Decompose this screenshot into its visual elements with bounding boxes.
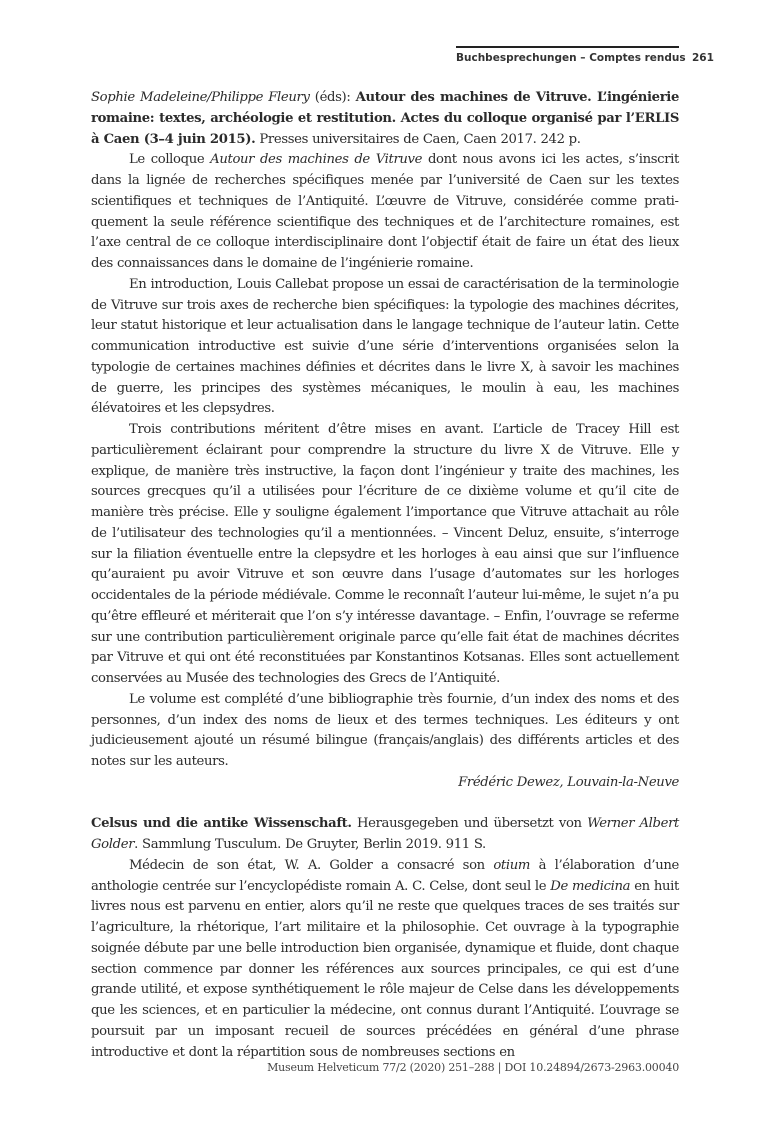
text: à l’élaboration d’une anthologie centrée sur l’encyclopédiste romain A. C. Celse, dont seul le: [91, 857, 679, 894]
journal-footer: Museum Helveticum 77/2 (2020) 251–288 | DOI 10.24894/2673-2963.00040: [267, 1061, 679, 1074]
italic-title: De medicina: [550, 878, 631, 894]
text: Le colloque: [129, 152, 211, 168]
italic-title: Autour des machines de Vitruve: [210, 152, 423, 168]
review-1-paragraph-4: Le volume est complété d’une bibliographie très fournie, d’un index des noms et des personnes, d’un index des noms de lieux et des termes techniques. Les éditeurs y ont judicieusement ajouté un résumé bilingue (français/anglais) des différents articles et des notes sur les auteurs.: [91, 691, 679, 769]
section-title: Buchbesprechungen – Comptes rendus: [456, 52, 686, 64]
italic-term: otium: [493, 857, 531, 873]
text: Médecin de son état, W. A. Golder a consacré son: [129, 857, 494, 873]
eds-label: (éds):: [309, 90, 356, 105]
review-2-paragraph-1: [91, 856, 679, 1064]
editor: Werner Albert Golder: [91, 816, 679, 852]
editors: Sophie Madeleine/Philippe Fleury: [91, 90, 310, 105]
book-title: Celsus und die antike Wissenschaft.: [91, 816, 352, 832]
publisher: Presses universitaires de Caen, Caen 2017. 242 p.: [255, 131, 581, 147]
review-1-paragraph-1: [91, 150, 679, 275]
running-header-rule-wrap: [456, 46, 679, 48]
page-number: 261: [692, 52, 714, 64]
text: en huit livres nous est parvenu en entier, alors qu’il ne reste que quelques traces de ses traités sur l’agriculture, la rhétorique, l’art militaire et la philosophie. Cet ouvrage à la typographie soignée débute par une belle introduction bien organisée, dynamique et fluide, dont chaque section commence par donner les références aux sources principales, ce qui est d’une grande utilité, et expose synthétiquement le rôle majeur de Celse dans les développements que les sciences, et en particulier la médecine, ont connus durant l’Antiquité. L’ouvrage se poursuit par un imposant recueil de sources précédées en général d’une phrase introductive et dont la répartition sous de nombreuses sections en: [91, 878, 679, 1060]
section-gap: [91, 794, 679, 815]
text: Herausgegeben und übersetzt von: [351, 816, 588, 832]
reviewer-signature: Frédéric Dewez, Louvain-la-Neuve: [458, 774, 679, 790]
book-title: Autour des machines de Vitruve. L’ingénierie romaine: textes, archéologie et restitution. Actes du colloque organisé par l’ERLIS à Caen (3–4 juin 2015).: [91, 90, 680, 147]
text: dont nous avons ici les actes, s’inscrit dans la lignée de recherches spécifiques menée par l’université de Caen sur les textes scientifiques et techniques de l’Antiquité. L’œuvre de Vitruve, considérée comme pratiquement la seule référence scientifique des techniques et de l’architecture romaines, est l’axe central de ce colloque interdisciplinaire dont l’objectif était de faire un état des lieux des connaissances dans le domaine de l’ingénierie romaine.: [91, 152, 679, 271]
header-rule: [456, 46, 679, 48]
review-1-paragraph-3: Trois contributions méritent d’être mises en avant. L’article de Tracey Hill est particulièrement éclairant pour comprendre la structure du livre X de Vitruve. Elle y explique, de manière très instructive, la façon dont l’ingénieur y traite des machines, les sources grecques qu’il a utilisées pour l’écriture de ce dixième volume et qu’il cite de manière très précise. Elle y souligne également l’importance que Vitruve attachait au rôle de l’utilisateur des technologies qu’il a mentionnées. – Vincent Deluz, ensuite, s’interroge sur la filiation éventuelle entre la clepsydre et les horloges à eau ainsi que sur l’influence qu’auraient pu avoir Vitruve et son œuvre dans l’usage d’automates sur les horloges occidentales de la période médiévale. Comme le reconnaît l’auteur lui-même, le sujet n’a pu qu’être effleuré et mériterait que l’on s’y intéresse davantage. – Enfin, l’ouvrage se referme sur une contribution particulièrement originale parce qu’elle fait état de machines décrites par Vitruve et qui ont été reconstituées par Konstantinos Kotsanas. Elles sont actuellement conservées au Musée des technologies des Grecs de l’Antiquité.: [91, 422, 679, 686]
text-column: [91, 88, 679, 1063]
review-2-citation: [91, 814, 679, 856]
review-1-citation: [91, 88, 679, 150]
publisher: . Sammlung Tusculum. De Gruyter, Berlin 2019. 911 S.: [134, 837, 486, 852]
review-1-paragraph-2: En introduction, Louis Callebat propose un essai de caractérisation de la terminologie de Vitruve sur trois axes de recherche bien spécifiques: la typologie des machines décrites, leur statut historique et leur actualisation dans le langage technique de l’auteur latin. Cette communication introductive est suivie d’une série d’interventions organisées selon la typologie de certaines machines définies et décrites dans le livre X, à savoir les machines de guerre, les principes des systèmes mécaniques, le moulin à eau, les machines élévatoires et les clepsydres.: [91, 276, 679, 417]
